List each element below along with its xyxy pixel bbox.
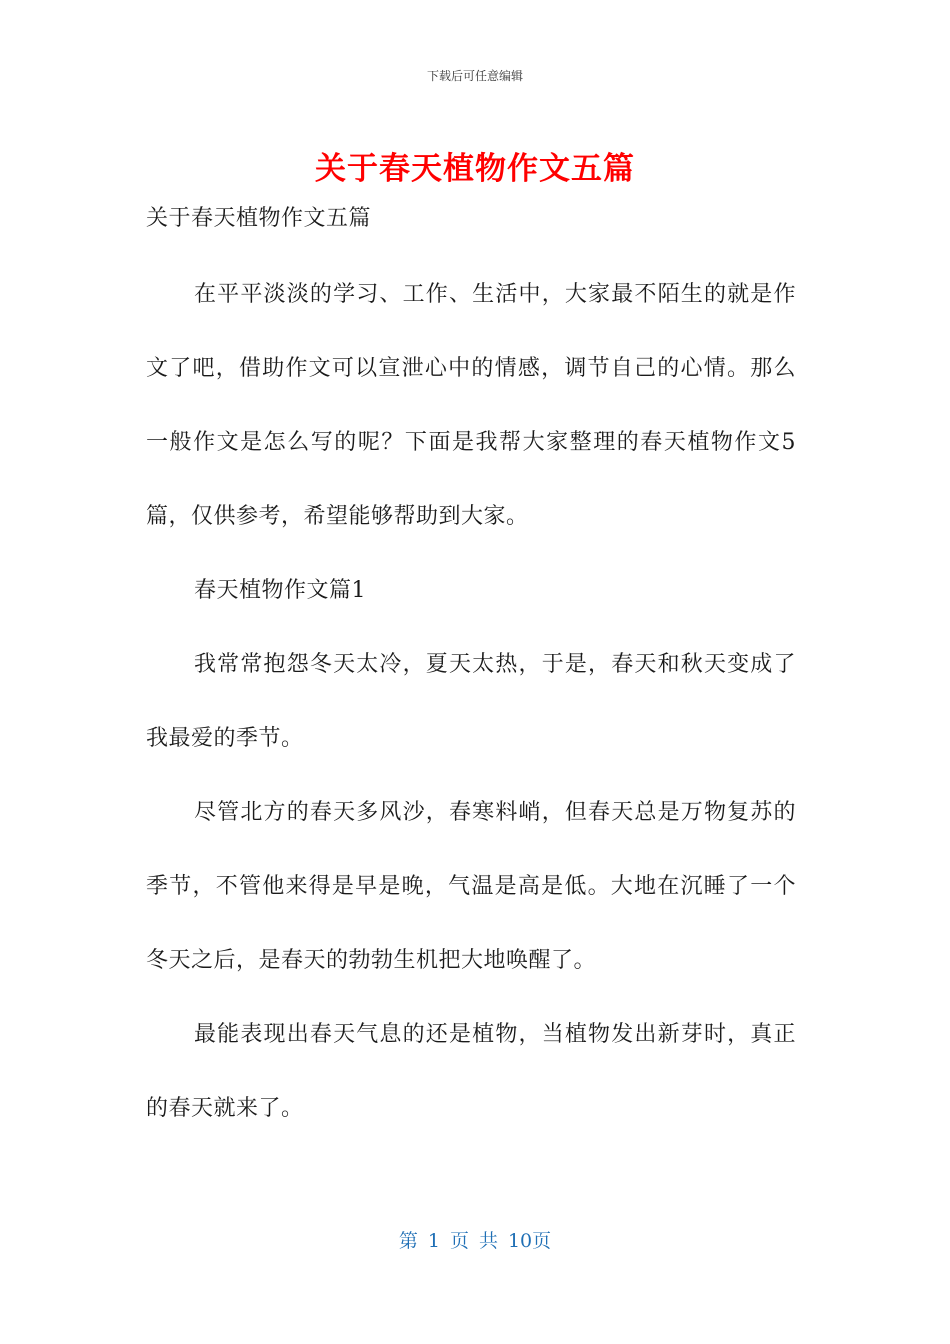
document-body — [146, 258, 796, 1146]
page-number-footer — [0, 1226, 950, 1253]
footer-prefix: 第 — [398, 1230, 418, 1252]
paragraph: 尽管北方的春天多风沙，春寒料峭，但春天总是万物复苏的季节，不管他来得是早是晚，气温是高是低。大地在沉睡了一个冬天之后，是春天的勃勃生机把大地唤醒了。 — [146, 800, 796, 973]
paragraph: 最能表现出春天气息的还是植物，当植物发出新芽时，真正的春天就来了。 — [146, 1022, 796, 1121]
paragraph-intro: 在平平淡淡的学习、工作、生活中，大家最不陌生的就是作文了吧，借助作文可以宣泄心中的情感，调节自己的心情。那么一般作文是怎么写的呢？下面是我帮大家整理的春天植物作文5篇，仅供参考，希望能够帮助到大家。 — [146, 282, 796, 529]
paragraph: 我常常抱怨冬天太冷，夏天太热，于是，春天和秋天变成了我最爱的季节。 — [146, 652, 796, 751]
footer-total-pages: 10页 — [507, 1230, 552, 1252]
footer-current-page: 1 — [427, 1230, 440, 1252]
document-title: 关于春天植物作文五篇 — [315, 151, 635, 187]
header-note: 下载后可任意编辑 — [426, 69, 523, 83]
section-heading: 春天植物作文篇1 — [194, 578, 366, 603]
footer-total-label: 共 — [478, 1230, 498, 1252]
document-subtitle: 关于春天植物作文五篇 — [146, 206, 372, 231]
footer-page-label: 页 — [449, 1230, 469, 1252]
